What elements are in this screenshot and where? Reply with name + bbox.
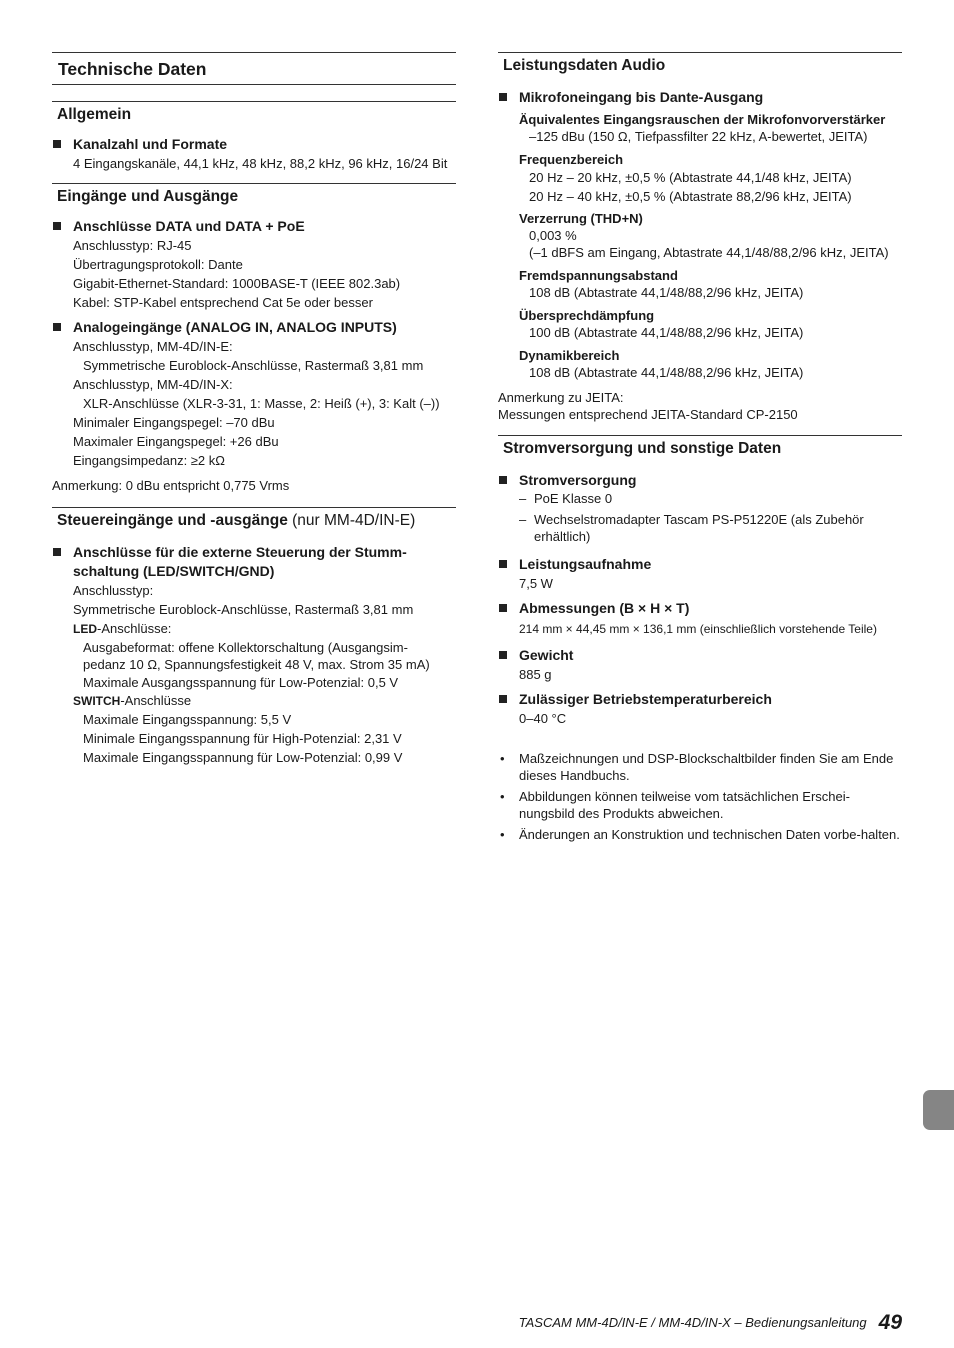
spec-line: 0,003 % bbox=[529, 228, 577, 243]
bullet-square-icon bbox=[53, 222, 61, 230]
item-title-supply: Stromversorgung bbox=[498, 471, 902, 490]
spec-subtitle: Dynamikbereich bbox=[519, 348, 620, 363]
spec-line: (–1 dBFS am Eingang, Abtastrate 44,1/48/88,2/96 kHz, JEITA) bbox=[529, 245, 889, 260]
list-item: – PoE Klasse 0 bbox=[519, 491, 613, 506]
spec-subtitle: Fremdspannungsabstand bbox=[519, 268, 678, 283]
item-title-weight: Gewicht bbox=[498, 646, 902, 665]
spec-line: Gigabit-Ethernet-Standard: 1000BASE-T (IEEE 802.3ab) bbox=[73, 276, 401, 291]
spec-subtitle: Äquivalentes Eingangsrauschen der Mikrofonvorverstärker bbox=[519, 112, 886, 127]
spec-line: XLR-Anschlüsse (XLR-3-31, 1: Masse, 2: Heiß (+), 3: Kalt (–)) bbox=[83, 396, 440, 411]
spec-line: Symmetrische Euroblock-Anschlüsse, Rastermaß 3,81 mm bbox=[83, 358, 424, 373]
section-heading-io: Eingänge und Ausgänge bbox=[52, 183, 456, 207]
section-heading-allgemein: Allgemein bbox=[52, 101, 456, 125]
bullet-square-icon bbox=[53, 323, 61, 331]
spec-line: 20 Hz – 40 kHz, ±0,5 % (Abtastrate 88,2/96 kHz, JEITA) bbox=[529, 189, 852, 204]
page-footer bbox=[519, 1311, 902, 1335]
spec-line: Übertragungsprotokoll: Dante bbox=[73, 257, 243, 272]
footer-text: TASCAM MM-4D/IN-E / MM-4D/IN-X – Bedienungsanleitung bbox=[518, 1315, 867, 1330]
bullet-square-icon bbox=[499, 695, 507, 703]
item-title-mic: Mikrofoneingang bis Dante-Ausgang bbox=[498, 88, 902, 107]
spec-line: Maximaler Eingangspegel: +26 dBu bbox=[73, 434, 279, 449]
spec-line: Kabel: STP-Kabel entsprechend Cat 5e oder besser bbox=[73, 295, 373, 310]
bullet-square-icon bbox=[499, 476, 507, 484]
item-title-kanalzahl: Kanalzahl und Formate bbox=[52, 135, 456, 154]
spec-line: Maximale Eingangsspannung: 5,5 V bbox=[83, 712, 292, 727]
spec-line: Eingangsimpedanz: ≥2 kΩ bbox=[73, 453, 225, 468]
page-number: 49 bbox=[878, 1311, 902, 1334]
page-title: Technische Daten bbox=[52, 52, 456, 85]
spec-line: Anschlusstyp: bbox=[73, 583, 154, 598]
item-title-consumption: Leistungsaufnahme bbox=[498, 555, 902, 574]
spec-line: 214 mm × 44,45 mm × 136,1 mm (einschließlich vorstehende Teile) bbox=[519, 622, 877, 636]
left-column bbox=[52, 52, 456, 767]
bullet-square-icon bbox=[499, 604, 507, 612]
note: Messungen entsprechend JEITA-Standard CP-2150 bbox=[498, 407, 798, 422]
spec-line: 108 dB (Abtastrate 44,1/48/88,2/96 kHz, JEITA) bbox=[529, 365, 804, 380]
spec-line: –125 dBu (150 Ω, Tiefpassfilter 22 kHz, A-bewertet, JEITA) bbox=[529, 129, 868, 144]
spec-subtitle: Verzerrung (THD+N) bbox=[519, 211, 643, 226]
spec-line: pedanz 10 Ω, Spannungsfestigkeit 48 V, max. Strom 35 mA) bbox=[83, 657, 430, 672]
list-item: • Abbildungen können teilweise vom tatsächlichen Erschei-nungsbild des Produkts abweichen. bbox=[500, 789, 850, 821]
bullet-square-icon bbox=[499, 560, 507, 568]
switch-heading: SWITCH-Anschlüsse bbox=[73, 693, 192, 708]
spec-line: Minimaler Eingangspegel: –70 dBu bbox=[73, 415, 275, 430]
bullet-square-icon bbox=[499, 93, 507, 101]
spec-line: Symmetrische Euroblock-Anschlüsse, Rastermaß 3,81 mm bbox=[73, 602, 414, 617]
spec-line: Maximale Eingangsspannung für Low-Potenzial: 0,99 V bbox=[83, 750, 403, 765]
spec-line: 100 dB (Abtastrate 44,1/48/88,2/96 kHz, JEITA) bbox=[529, 325, 804, 340]
right-column bbox=[498, 52, 902, 843]
item-title-analog: Analogeingänge (ANALOG IN, ANALOG INPUTS) bbox=[52, 318, 456, 337]
spec-line: Anschlusstyp: RJ-45 bbox=[73, 238, 192, 253]
item-title-control: Anschlüsse für die externe Steuerung der Stumm- schaltung (LED/SWITCH/GND) bbox=[52, 543, 456, 581]
spec-line: 0–40 °C bbox=[519, 711, 567, 726]
list-item: • Änderungen an Konstruktion und technischen Daten vorbe-halten. bbox=[500, 827, 900, 842]
section-heading-power: Stromversorgung und sonstige Daten bbox=[498, 435, 902, 459]
spec-subtitle: Übersprechdämpfung bbox=[519, 308, 655, 323]
bullet-square-icon bbox=[53, 140, 61, 148]
led-heading: LED-Anschlüsse: bbox=[73, 621, 172, 636]
bullet-square-icon bbox=[499, 651, 507, 659]
spec-line: Ausgabeformat: offene Kollektorschaltung (Ausgangsim- bbox=[83, 640, 408, 655]
spec-line: 7,5 W bbox=[519, 576, 553, 591]
spec-subtitle: Frequenzbereich bbox=[519, 152, 624, 167]
item-title-data: Anschlüsse DATA und DATA + PoE bbox=[52, 217, 456, 236]
spec-line: 20 Hz – 20 kHz, ±0,5 % (Abtastrate 44,1/48 kHz, JEITA) bbox=[529, 170, 852, 185]
spec-line: 885 g bbox=[519, 667, 552, 682]
note: Anmerkung: 0 dBu entspricht 0,775 Vrms bbox=[52, 478, 290, 493]
item-title-temperature: Zulässiger Betriebstemperaturbereich bbox=[498, 690, 902, 709]
spec-line: Minimale Eingangsspannung für High-Potenzial: 2,31 V bbox=[83, 731, 402, 746]
spec-line: 108 dB (Abtastrate 44,1/48/88,2/96 kHz, JEITA) bbox=[529, 285, 804, 300]
item-title-dimensions: Abmessungen (B × H × T) bbox=[498, 599, 902, 618]
section-heading-audio: Leistungsdaten Audio bbox=[498, 52, 902, 76]
section-heading-control: Steuereingänge und -ausgänge (nur MM-4D/IN-E) bbox=[52, 507, 456, 531]
note: Anmerkung zu JEITA: bbox=[498, 390, 624, 405]
spec-line: Anschlusstyp, MM-4D/IN-X: bbox=[73, 377, 233, 392]
bullet-square-icon bbox=[53, 548, 61, 556]
list-item: • Maßzeichnungen und DSP-Blockschaltbilder finden Sie am Ende dieses Handbuchs. bbox=[500, 751, 894, 783]
spec-line: Anschlusstyp, MM-4D/IN-E: bbox=[73, 339, 233, 354]
spec-line: Maximale Ausgangsspannung für Low-Potenzial: 0,5 V bbox=[83, 675, 399, 690]
chapter-tab bbox=[923, 1090, 954, 1130]
item-text: 4 Eingangskanäle, 44,1 kHz, 48 kHz, 88,2 kHz, 96 kHz, 16/24 Bit bbox=[73, 156, 448, 171]
list-item: – Wechselstromadapter Tascam PS-P51220E (als Zubehör erhältlich) bbox=[519, 512, 864, 544]
